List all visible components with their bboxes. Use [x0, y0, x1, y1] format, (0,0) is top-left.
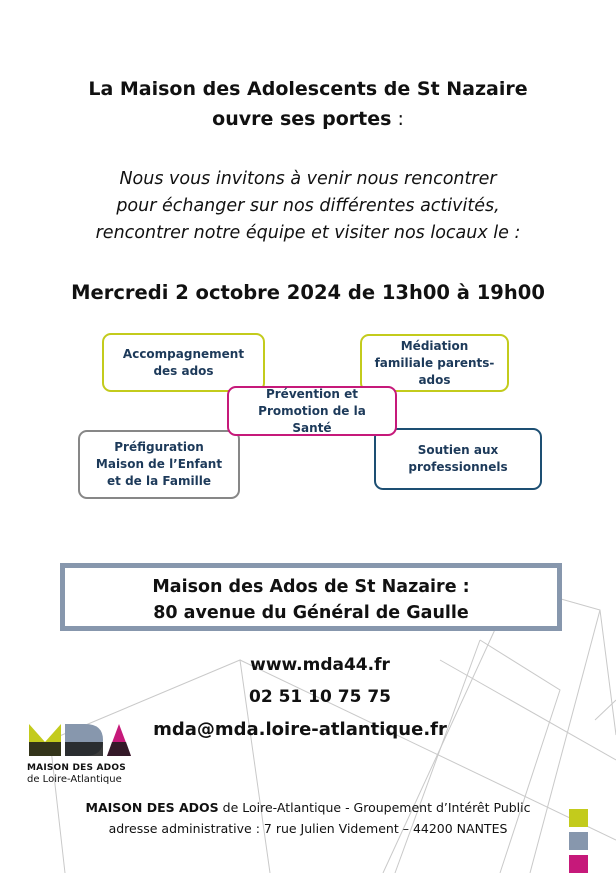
- footer-org-rest: de Loire-Atlantique - Groupement d’Intérêt Public: [218, 800, 531, 815]
- activity-box-prevention: [227, 386, 397, 436]
- lime-square: [569, 809, 588, 827]
- magenta-square: [569, 855, 588, 873]
- activity-box-prefiguration: [78, 430, 240, 499]
- footer-organization: [0, 797, 616, 818]
- activity-label: Médiation familiale parents-ados: [374, 338, 495, 387]
- invitation-line-1: Nous vous invitons à venir nous rencontrer: [119, 169, 497, 189]
- phone-number: 02 51 10 75 75: [249, 687, 391, 707]
- logo-region: de Loire-Atlantique: [27, 774, 122, 785]
- activity-label: Prévention et Promotion de la Santé: [258, 386, 366, 435]
- logo-name: MAISON DES ADOS: [27, 763, 126, 773]
- invitation-text: [0, 166, 616, 247]
- activity-label: Accompagnement des ados: [122, 346, 245, 378]
- page-subtitle: [0, 106, 616, 132]
- activity-box-mediation: [360, 334, 509, 392]
- website-link[interactable]: www.mda44.fr: [250, 655, 390, 675]
- footer-org-name: MAISON DES ADOS: [85, 800, 219, 815]
- page-title: La Maison des Adolescents de St Nazaire: [88, 78, 528, 100]
- address-line-2: 80 avenue du Général de Gaulle: [153, 603, 469, 623]
- activity-box-soutien: [374, 428, 542, 490]
- invitation-line-2: pour échanger sur nos différentes activités,: [116, 196, 500, 216]
- logo-mark-icon: [27, 722, 135, 758]
- email-link[interactable]: mda@mda.loire-atlantique.fr: [153, 719, 447, 740]
- slate-square: [569, 832, 588, 850]
- activity-box-accompagnement: [102, 333, 265, 392]
- footer-address: adresse administrative : 7 rue Julien Videment – 44200 NANTES: [108, 821, 508, 836]
- invitation-line-3: rencontrer notre équipe et visiter nos locaux le :: [95, 223, 521, 243]
- subtitle-bold: ouvre ses portes: [212, 108, 392, 130]
- address-box: [60, 563, 562, 631]
- event-date: Mercredi 2 octobre 2024 de 13h00 à 19h00: [71, 281, 545, 304]
- activity-label: Préfiguration Maison de l’Enfant et de la Famille: [95, 440, 223, 488]
- activity-label: Soutien aux professionnels: [408, 443, 508, 474]
- mda-logo: [27, 722, 135, 785]
- subtitle-colon: :: [391, 108, 404, 130]
- address-line-1: Maison des Ados de St Nazaire :: [152, 577, 470, 597]
